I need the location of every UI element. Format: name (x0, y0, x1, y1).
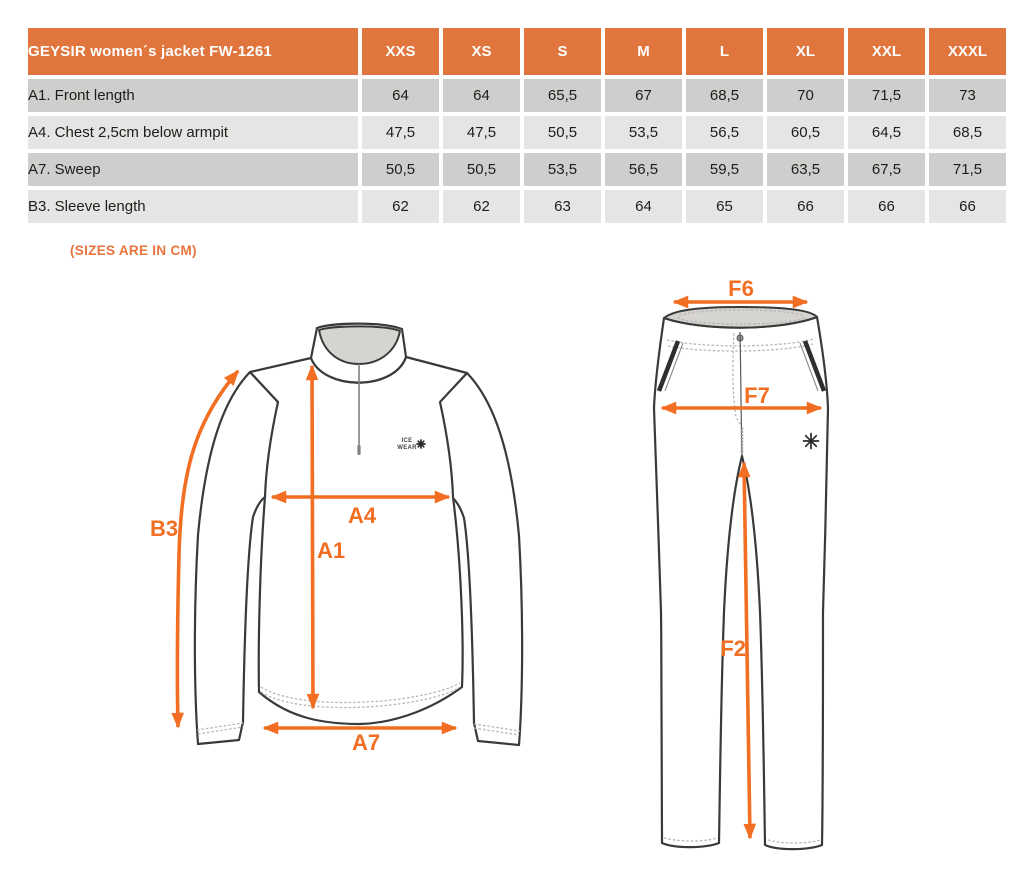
size-value-cell: 53,5 (524, 153, 601, 186)
size-value-cell: 56,5 (686, 116, 763, 149)
size-value-cell: 65,5 (524, 79, 601, 112)
size-col-header-xxl: XXL (848, 28, 925, 75)
size-value-cell: 66 (929, 190, 1006, 223)
inseam-label: F2 (720, 636, 746, 661)
sizes-unit-note: (SIZES ARE IN CM) (70, 243, 197, 258)
size-value-cell: 67,5 (848, 153, 925, 186)
row-label: A7. Sweep (28, 153, 358, 186)
size-value-cell: 64,5 (848, 116, 925, 149)
size-col-header-xl: XL (767, 28, 844, 75)
size-col-header-xs: XS (443, 28, 520, 75)
front-length-arrow (312, 366, 313, 708)
table-title: GEYSIR women´s jacket FW-1261 (28, 28, 358, 75)
size-value-cell: 62 (362, 190, 439, 223)
size-value-cell: 47,5 (362, 116, 439, 149)
size-value-cell: 47,5 (443, 116, 520, 149)
brand-logo-text: ICE (401, 438, 413, 444)
jacket-diagram (150, 324, 522, 755)
size-value-cell: 64 (362, 79, 439, 112)
size-value-cell: 50,5 (443, 153, 520, 186)
size-value-cell: 71,5 (848, 79, 925, 112)
chest-label: A4 (347, 503, 377, 528)
size-value-cell: 70 (767, 79, 844, 112)
size-value-cell: 65 (686, 190, 763, 223)
size-value-cell: 73 (929, 79, 1006, 112)
sweep-label: A7 (351, 730, 381, 755)
size-value-cell: 62 (443, 190, 520, 223)
size-col-header-s: S (524, 28, 601, 75)
size-col-header-l: L (686, 28, 763, 75)
size-col-header-xxs: XXS (362, 28, 439, 75)
size-value-cell: 71,5 (929, 153, 1006, 186)
brand-logo-text: WEAR (397, 445, 417, 451)
size-value-cell: 53,5 (605, 116, 682, 149)
pants-diagram (654, 276, 828, 849)
size-value-cell: 66 (767, 190, 844, 223)
size-value-cell: 50,5 (362, 153, 439, 186)
size-value-cell: 68,5 (929, 116, 1006, 149)
size-value-cell: 59,5 (686, 153, 763, 186)
row-label: A4. Chest 2,5cm below armpit (28, 116, 358, 149)
size-value-cell: 60,5 (767, 116, 844, 149)
front-length-label: A1 (316, 538, 346, 563)
size-value-cell: 63,5 (767, 153, 844, 186)
row-label: B3. Sleeve length (28, 190, 358, 223)
size-value-cell: 50,5 (524, 116, 601, 149)
zipper-pull-icon (357, 445, 360, 455)
size-value-cell: 63 (524, 190, 601, 223)
size-value-cell: 64 (443, 79, 520, 112)
size-value-cell: 56,5 (605, 153, 682, 186)
size-value-cell: 68,5 (686, 79, 763, 112)
snowflake-icon (417, 440, 425, 448)
sleeve-length-label: B3 (149, 516, 179, 541)
size-col-header-m: M (605, 28, 682, 75)
row-label: A1. Front length (28, 79, 358, 112)
size-value-cell: 64 (605, 190, 682, 223)
size-col-header-xxxl: XXXL (929, 28, 1006, 75)
size-value-cell: 66 (848, 190, 925, 223)
hip-label: F7 (744, 383, 770, 408)
snowflake-icon (804, 434, 819, 449)
waist-label: F6 (728, 276, 754, 301)
size-value-cell: 67 (605, 79, 682, 112)
